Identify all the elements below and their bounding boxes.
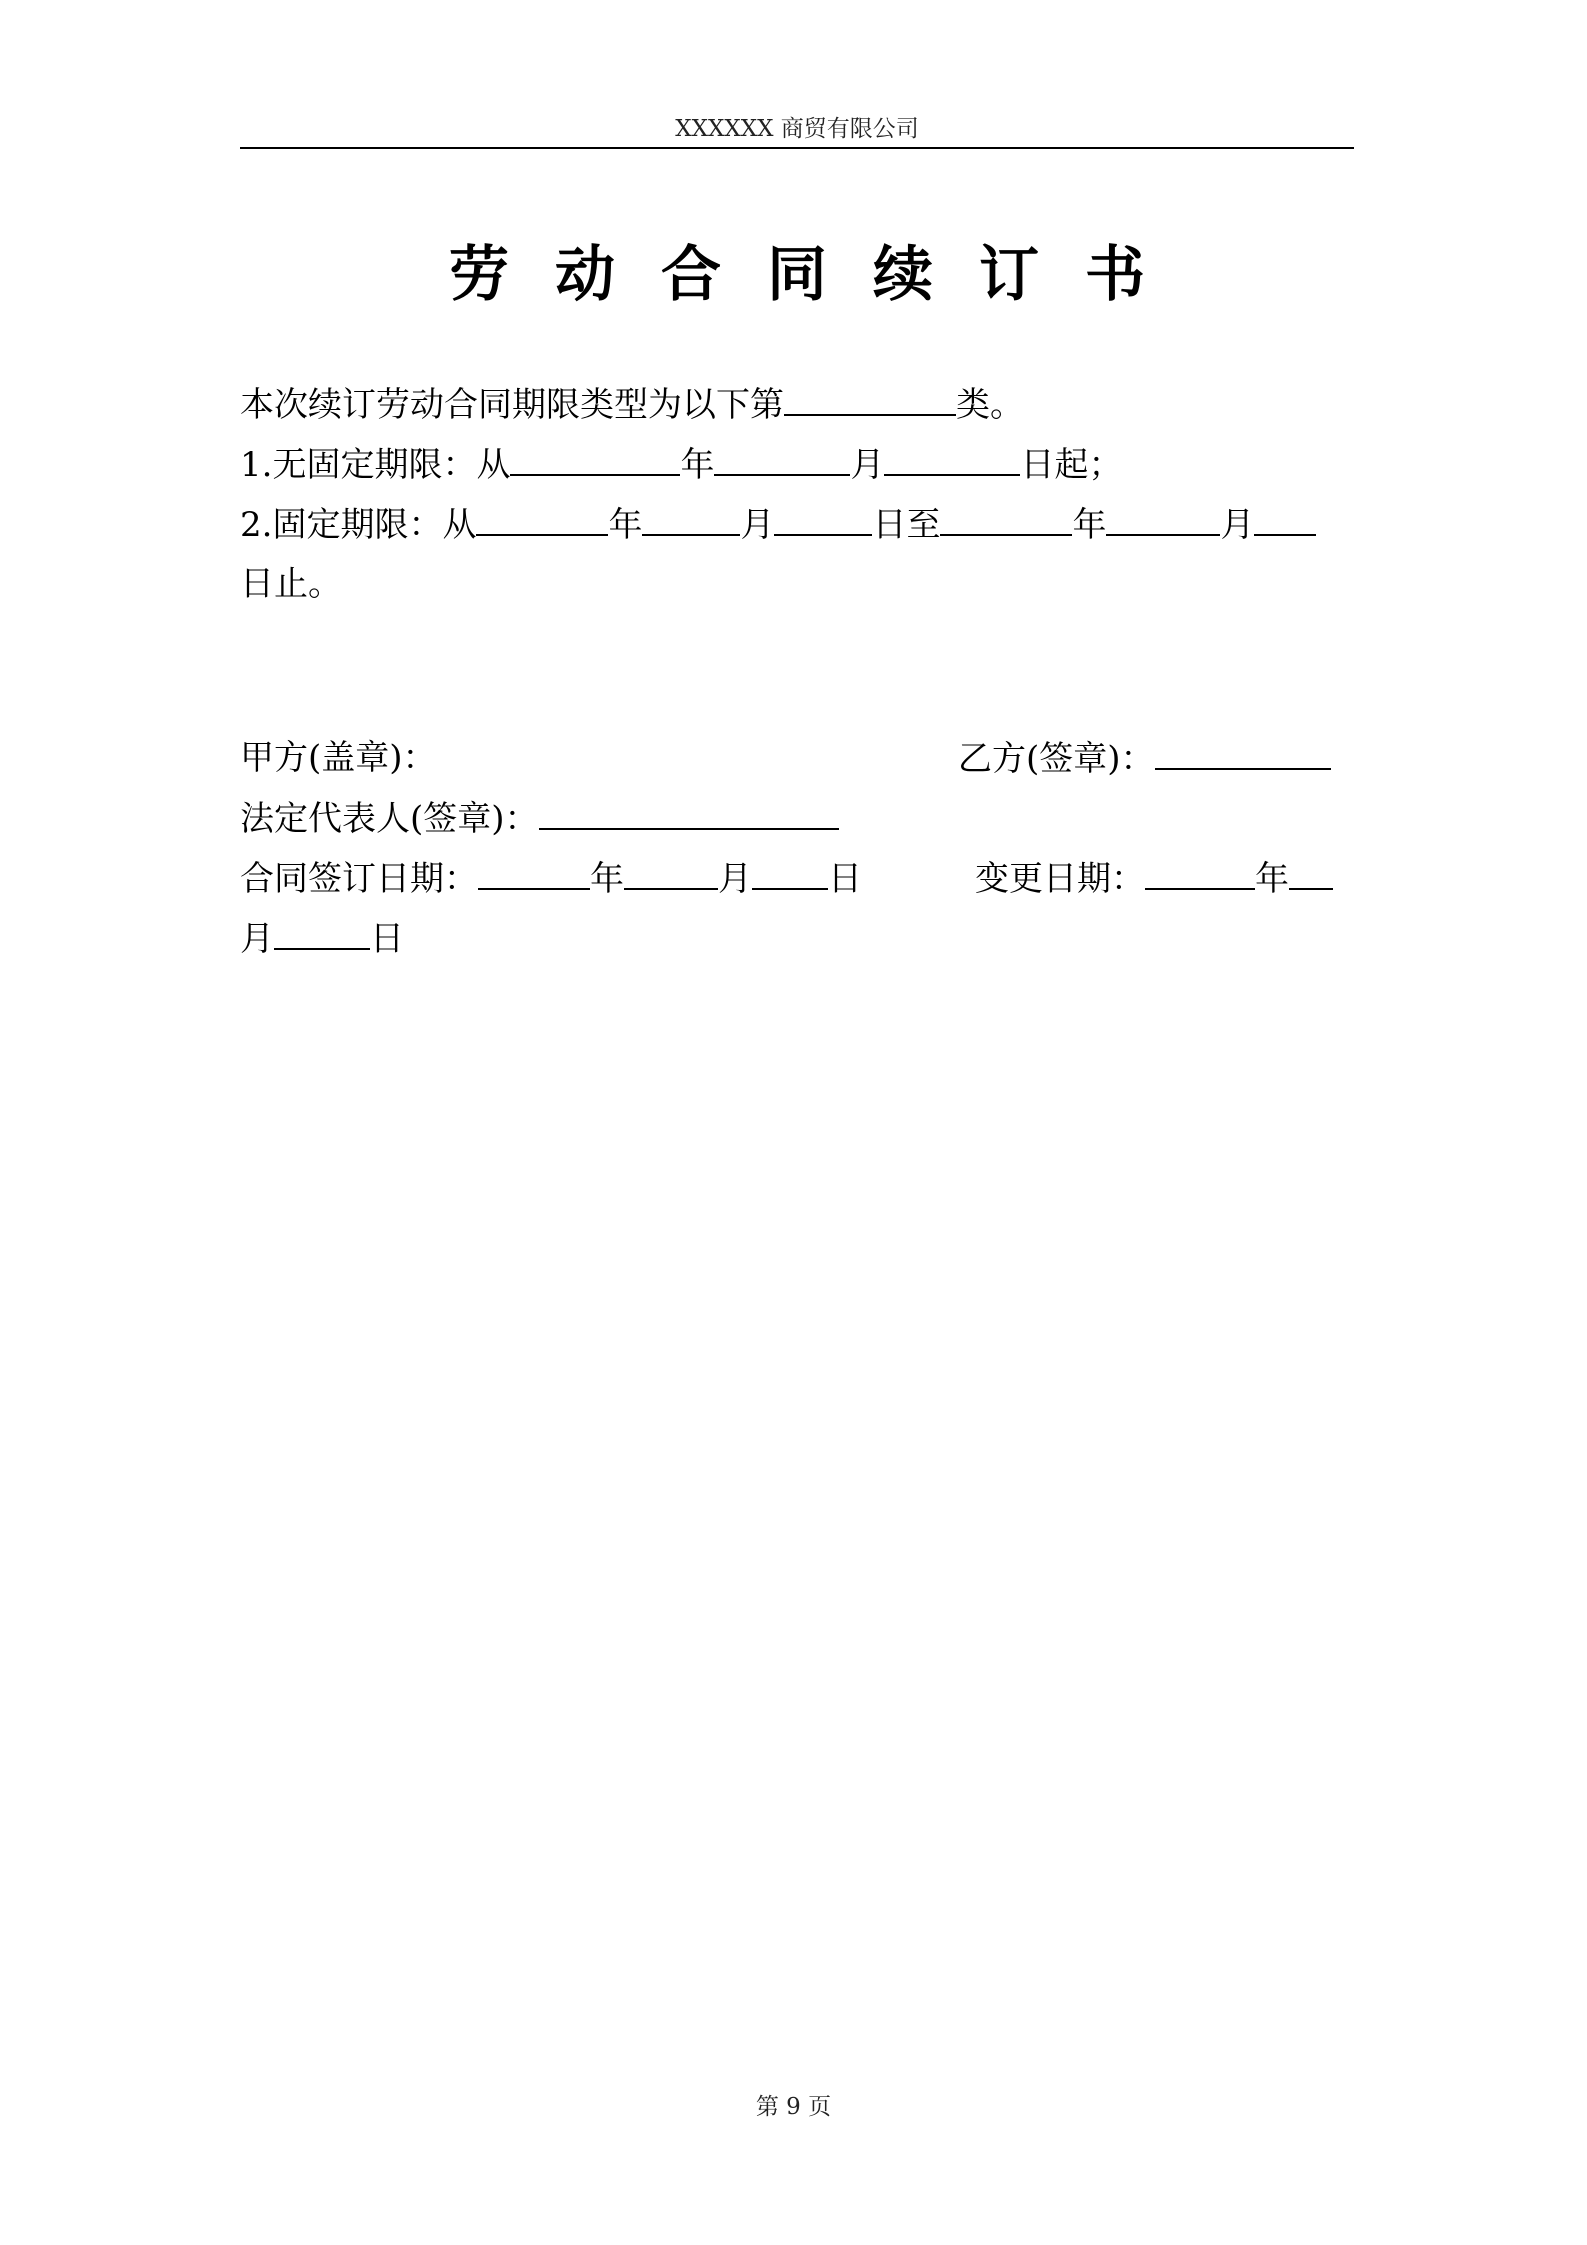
open-term-line bbox=[240, 440, 1122, 489]
title-char: 劳 bbox=[449, 240, 509, 310]
open-term-month-blank[interactable] bbox=[714, 440, 850, 476]
fixed-term-end-line bbox=[240, 560, 342, 608]
change-date-year-blank[interactable] bbox=[1145, 854, 1255, 890]
fixed-term-end-year-blank[interactable] bbox=[940, 500, 1072, 536]
title-char: 合 bbox=[661, 240, 721, 310]
party-b-signature-blank[interactable] bbox=[1155, 734, 1331, 770]
change-date-month-label: 月 bbox=[240, 919, 274, 959]
party-b-line bbox=[958, 734, 1331, 783]
fixed-term-month2-label: 月 bbox=[1220, 505, 1255, 545]
legal-rep-signature-blank[interactable] bbox=[539, 794, 839, 830]
term-type-prefix: 本次续订劳动合同期限类型为以下第 bbox=[240, 385, 784, 425]
fixed-term-line bbox=[240, 500, 1316, 549]
title-char: 续 bbox=[873, 240, 933, 310]
legal-rep-line bbox=[240, 794, 839, 843]
term-type-blank[interactable] bbox=[784, 380, 956, 416]
open-term-suffix: 日起； bbox=[1020, 445, 1123, 485]
open-term-year-blank[interactable] bbox=[510, 440, 680, 476]
party-a-line bbox=[240, 734, 437, 782]
document-title bbox=[240, 230, 1354, 320]
title-char: 动 bbox=[555, 240, 615, 310]
term-type-suffix: 类。 bbox=[956, 385, 1024, 425]
party-a-label: 甲方(盖章)： bbox=[240, 738, 437, 778]
sign-date-day-blank[interactable] bbox=[752, 854, 828, 890]
fixed-term-start-year-blank[interactable] bbox=[476, 500, 608, 536]
title-char: 订 bbox=[979, 240, 1039, 310]
change-date-month-blank[interactable] bbox=[1289, 854, 1333, 890]
change-date-year-label: 年 bbox=[1255, 859, 1289, 899]
title-char: 书 bbox=[1085, 240, 1145, 310]
fixed-term-end-text: 日止。 bbox=[240, 564, 342, 604]
open-term-day-blank[interactable] bbox=[884, 440, 1020, 476]
page-number: 第 9 页 bbox=[755, 2094, 832, 2120]
change-date-continued-line bbox=[240, 914, 404, 963]
term-type-line bbox=[240, 380, 1024, 429]
fixed-term-year2-label: 年 bbox=[1072, 505, 1107, 545]
sign-date-month-blank[interactable] bbox=[624, 854, 718, 890]
sign-date-month-label: 月 bbox=[718, 859, 752, 899]
title-char: 同 bbox=[767, 240, 827, 310]
change-date-line bbox=[975, 854, 1333, 903]
open-term-prefix: 1.无固定期限：从 bbox=[240, 445, 511, 485]
sign-date-label: 合同签订日期： bbox=[240, 859, 478, 899]
party-b-label: 乙方(签章)： bbox=[958, 739, 1155, 779]
sign-date-line bbox=[240, 854, 862, 903]
fixed-term-year-label: 年 bbox=[608, 505, 643, 545]
fixed-term-month-label: 月 bbox=[740, 505, 775, 545]
sign-date-day-label: 日 bbox=[828, 859, 862, 899]
change-date-label: 变更日期： bbox=[975, 859, 1145, 899]
open-term-year-label: 年 bbox=[680, 445, 715, 485]
fixed-term-start-day-blank[interactable] bbox=[774, 500, 872, 536]
sign-date-year-label: 年 bbox=[590, 859, 624, 899]
open-term-month-label: 月 bbox=[850, 445, 885, 485]
fixed-term-end-month-blank[interactable] bbox=[1106, 500, 1220, 536]
fixed-term-start-month-blank[interactable] bbox=[642, 500, 740, 536]
legal-rep-label: 法定代表人(签章)： bbox=[240, 799, 539, 839]
header-divider bbox=[240, 147, 1354, 149]
change-date-day-blank[interactable] bbox=[274, 914, 370, 950]
sign-date-year-blank[interactable] bbox=[478, 854, 590, 890]
fixed-term-end-day-blank[interactable] bbox=[1254, 500, 1316, 536]
change-date-day-label: 日 bbox=[370, 919, 404, 959]
fixed-term-prefix: 2.固定期限：从 bbox=[240, 505, 477, 545]
fixed-term-day-to-label: 日至 bbox=[872, 505, 941, 545]
page-header: XXXXXX 商贸有限公司 bbox=[675, 116, 919, 142]
